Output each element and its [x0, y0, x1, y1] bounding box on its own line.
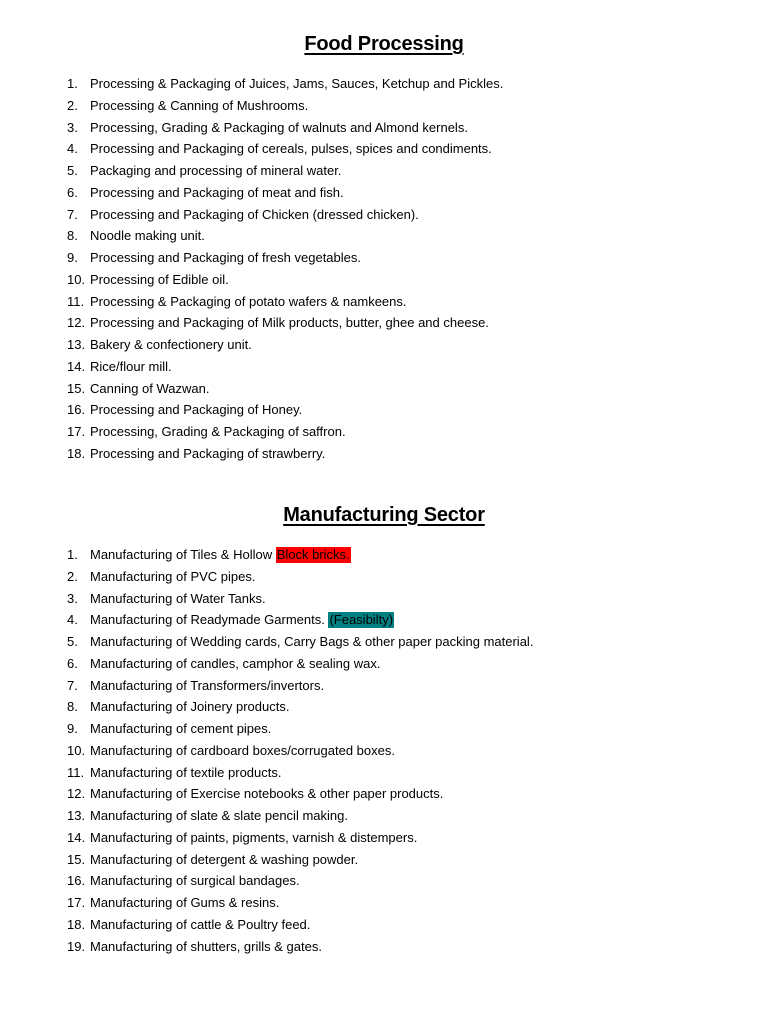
list-item-text: [90, 312, 489, 334]
list-item-label: Canning of Wazwan.: [90, 380, 210, 396]
list-item: [0, 160, 768, 182]
list-item: [0, 631, 768, 653]
list-item-text: [90, 696, 289, 718]
list-item: [0, 675, 768, 697]
list-item-number: 4.: [67, 612, 78, 628]
list-item: [0, 225, 768, 247]
list-item-text: [90, 421, 346, 443]
list-item-number: 2.: [67, 568, 78, 584]
list-item-number: 3.: [67, 119, 78, 135]
list-item-number: 5.: [67, 634, 78, 649]
list-item-label: Processing and Packaging of cereals, pulses, spices and condiments.: [90, 141, 492, 157]
list-item-number: 11.: [67, 293, 85, 309]
list-item-number: 6.: [67, 184, 78, 200]
list-item-text: [90, 269, 229, 291]
list-item: [0, 138, 768, 160]
list-item-number: 10.: [67, 271, 86, 287]
list-item-text: [90, 653, 381, 675]
list-item-label: Manufacturing of surgical bandages.: [90, 873, 300, 889]
list-item-number: 13.: [67, 808, 86, 823]
list-item-label: Rice/flour mill.: [90, 358, 172, 374]
list-item: [0, 312, 768, 334]
list-item-label: Packaging and processing of mineral water.: [90, 163, 342, 178]
list-item-label: Processing and Packaging of Honey.: [90, 402, 303, 418]
list-item-number: 16.: [67, 402, 86, 418]
list-item-label: Manufacturing of Transformers/invertors.: [90, 677, 325, 693]
list-item-text: [90, 631, 533, 653]
list-item-text: [90, 588, 266, 610]
list-item: [0, 117, 768, 139]
list-item-label: Processing and Packaging of Chicken (dressed chicken).: [90, 206, 419, 222]
list-item-label: Manufacturing of paints, pigments, varnish & distempers.: [90, 829, 418, 845]
list-item-number: 7.: [67, 206, 78, 222]
list-item-number: 4.: [67, 141, 78, 157]
list-item-number: 12.: [67, 786, 86, 802]
list-item-text: [90, 544, 351, 566]
list-item-number: 17.: [67, 424, 86, 439]
list-item-text: [90, 870, 300, 892]
list-item-text: [90, 783, 443, 805]
list-item: [0, 696, 768, 718]
list-item-text: [90, 936, 322, 958]
list-item: [0, 73, 768, 95]
list-item-number: 17.: [67, 895, 86, 910]
list-item-text: [90, 892, 279, 914]
list-item-text: [90, 95, 308, 117]
list-item-label: Processing and Packaging of strawberry.: [90, 445, 326, 461]
list-item-text: [90, 740, 395, 762]
list-item: [0, 827, 768, 849]
list-item: [0, 783, 768, 805]
list-item: [0, 892, 768, 914]
list-item-text: [90, 443, 325, 465]
list-item: [0, 95, 768, 117]
list-item: [0, 849, 768, 871]
list-item-text: [90, 225, 205, 247]
list-item-label: Processing & Canning of Mushrooms.: [90, 97, 309, 113]
list-item-label: Manufacturing of PVC pipes.: [90, 568, 256, 584]
list-item-number: 3.: [67, 590, 78, 606]
manufacturing-sector-section: [0, 501, 768, 957]
list-item-text: [90, 378, 209, 400]
list-item: [0, 740, 768, 762]
food-processing-list: [0, 73, 768, 465]
list-item-text: [90, 914, 310, 936]
list-item-number: 16.: [67, 873, 86, 889]
list-item-text: [90, 805, 348, 827]
list-item-label: Manufacturing of Tiles & Hollow: [90, 547, 276, 562]
list-item: [0, 653, 768, 675]
list-item-text: [90, 675, 324, 697]
list-item: [0, 443, 768, 465]
list-item: [0, 334, 768, 356]
list-item-text: [90, 566, 255, 588]
list-item: [0, 914, 768, 936]
list-item: [0, 291, 768, 313]
list-item: [0, 609, 768, 631]
list-item-text: [90, 356, 172, 378]
list-item: [0, 805, 768, 827]
list-item-text: [90, 204, 419, 226]
list-item-number: 12.: [67, 315, 86, 331]
list-item-label: Bakery & confectionery unit.: [90, 337, 252, 352]
list-item-label: Processing and Packaging of Milk products, butter, ghee and cheese.: [90, 315, 489, 331]
list-item-number: 19.: [67, 938, 86, 954]
list-item-text: [90, 247, 361, 269]
highlighted-text: (Feasibilty): [329, 612, 394, 628]
list-item-text: [90, 849, 358, 871]
list-item: [0, 566, 768, 588]
list-item: [0, 870, 768, 892]
list-item-number: 8.: [67, 228, 78, 244]
list-item-number: 18.: [67, 445, 86, 461]
list-item-number: 11.: [67, 764, 85, 780]
list-item-label: Processing & Packaging of Juices, Jams, Sauces, Ketchup and Pickles.: [90, 76, 504, 91]
list-item-label: Manufacturing of Joinery products.: [90, 699, 290, 715]
list-item-label: Manufacturing of shutters, grills & gates.: [90, 938, 322, 954]
manufacturing-sector-heading: Manufacturing Sector: [283, 504, 485, 526]
list-item-number: 9.: [67, 721, 78, 736]
list-item-text: [90, 160, 341, 182]
list-item-number: 10.: [67, 742, 86, 758]
list-item-label: Noodle making unit.: [90, 228, 205, 244]
list-item-label: Manufacturing of detergent & washing powder.: [90, 851, 359, 867]
food-processing-section: [0, 30, 768, 465]
list-item: [0, 544, 768, 566]
list-item-number: 14.: [67, 829, 86, 845]
highlighted-text: Block bricks.: [276, 547, 350, 562]
list-item-text: [90, 182, 344, 204]
list-item-label: Processing, Grading & Packaging of saffron.: [90, 424, 346, 439]
list-item-label: Manufacturing of cardboard boxes/corrugated boxes.: [90, 742, 395, 758]
list-item-text: [90, 117, 468, 139]
list-item-number: 6.: [67, 655, 78, 671]
list-item-number: 7.: [67, 677, 78, 693]
list-item-label: Manufacturing of Readymade Garments.: [90, 612, 329, 628]
list-item-number: 5.: [67, 163, 78, 178]
list-item-text: [90, 718, 271, 740]
list-item-label: Manufacturing of slate & slate pencil making.: [90, 808, 348, 823]
list-item-label: Manufacturing of textile products.: [90, 764, 282, 780]
list-item-label: Manufacturing of Wedding cards, Carry Bags & other paper packing material.: [90, 634, 534, 649]
list-item-label: Manufacturing of Exercise notebooks & other paper products.: [90, 786, 444, 802]
list-item: [0, 204, 768, 226]
list-item-text: [90, 399, 302, 421]
list-item-label: Manufacturing of Gums & resins.: [90, 895, 280, 910]
list-item: [0, 399, 768, 421]
list-item-number: 2.: [67, 97, 78, 113]
list-item: [0, 269, 768, 291]
list-item-number: 14.: [67, 358, 86, 374]
list-item-number: 13.: [67, 337, 86, 352]
list-item-label: Manufacturing of cattle & Poultry feed.: [90, 916, 311, 932]
list-item: [0, 588, 768, 610]
list-item-label: Processing and Packaging of fresh vegetables.: [90, 250, 362, 265]
list-item-number: 15.: [67, 851, 86, 867]
list-item-text: [90, 73, 503, 95]
food-processing-heading: Food Processing: [304, 33, 464, 55]
list-item-label: Processing of Edible oil.: [90, 271, 229, 287]
list-item: [0, 762, 768, 784]
list-item-label: Processing & Packaging of potato wafers & namkeens.: [90, 293, 407, 309]
list-item-number: 1.: [67, 76, 78, 91]
list-item: [0, 356, 768, 378]
list-item: [0, 247, 768, 269]
list-item-text: [90, 827, 417, 849]
list-item-number: 9.: [67, 250, 78, 265]
list-item-text: [90, 609, 394, 631]
list-item: [0, 718, 768, 740]
list-item-number: 18.: [67, 916, 86, 932]
list-item-text: [90, 291, 407, 313]
list-item-text: [90, 334, 252, 356]
list-item-label: Processing, Grading & Packaging of walnuts and Almond kernels.: [90, 119, 468, 135]
list-item-text: [90, 138, 492, 160]
list-item-number: 8.: [67, 699, 78, 715]
list-item-number: 15.: [67, 380, 86, 396]
list-item: [0, 421, 768, 443]
list-item: [0, 378, 768, 400]
list-item-label: Manufacturing of cement pipes.: [90, 721, 272, 736]
list-item-label: Processing and Packaging of meat and fish.: [90, 184, 344, 200]
list-item: [0, 182, 768, 204]
list-item-label: Manufacturing of candles, camphor & sealing wax.: [90, 655, 381, 671]
list-item-text: [90, 762, 282, 784]
list-item: [0, 936, 768, 958]
list-item-number: 1.: [67, 547, 78, 562]
manufacturing-sector-list: [0, 544, 768, 957]
list-item-label: Manufacturing of Water Tanks.: [90, 590, 266, 606]
